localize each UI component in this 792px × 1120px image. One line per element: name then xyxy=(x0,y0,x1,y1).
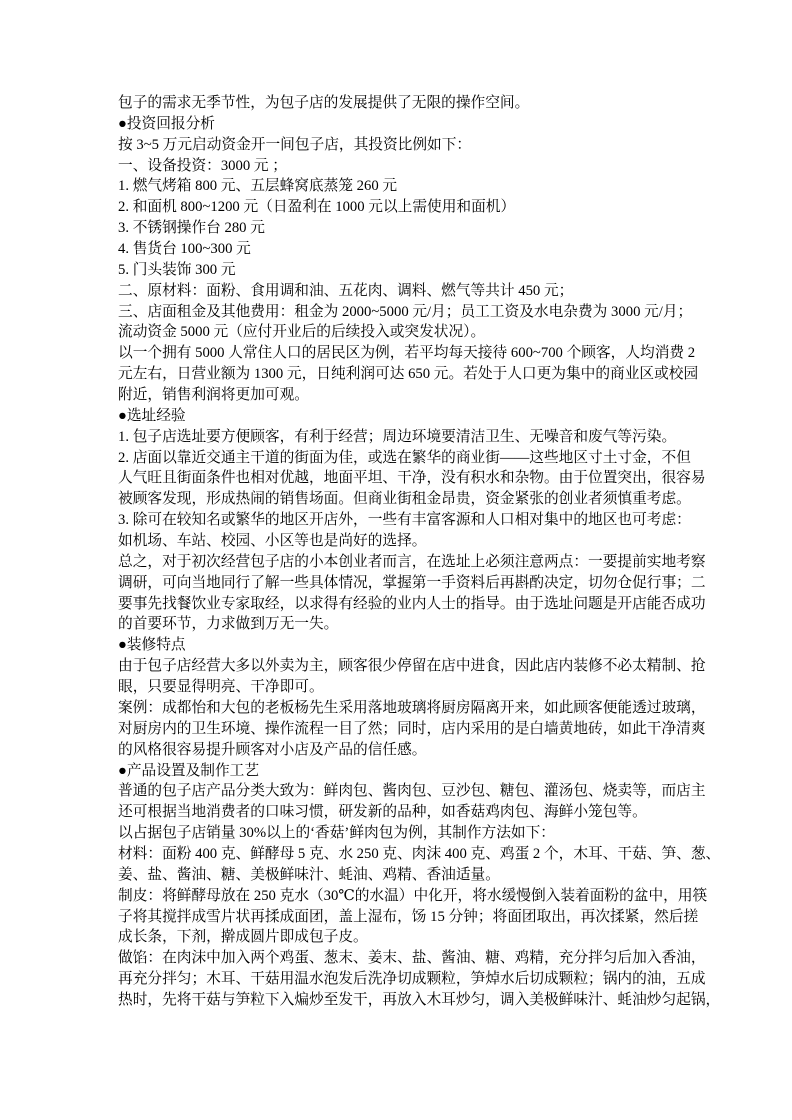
text-line: 由于包子店经营大多以外卖为主，顾客很少停留在店中进食，因此店内装修不必太精制、抢 xyxy=(118,658,706,675)
text-line: 5. 门头装饰 300 元 xyxy=(118,261,236,278)
text-line: 附近，销售利润将更加可观。 xyxy=(118,387,309,404)
text-line: 总之，对于初次经营包子店的小本创业者而言，在选址上必须注意两点：一要提前实地考察 xyxy=(118,553,706,570)
section-heading-line: ●选址经验 xyxy=(118,407,186,424)
text-line: 成长条，下剂，擀成圆片即成包子皮。 xyxy=(118,929,368,946)
text-line: 按 3~5 万元启动资金开一间包子店，其投资比例如下： xyxy=(118,136,472,153)
text-line: 还可根据当地消费者的口味习惯，研发新的品种，如香菇鸡肉包、海鲜小笼包等。 xyxy=(118,804,647,821)
text-line: 做馅：在肉沫中加入两个鸡蛋、葱末、姜末、盐、酱油、糖、鸡精，充分拌匀后加入香油， xyxy=(118,950,706,967)
text-line: 姜、盐、酱油、糖、美极鲜味汁、蚝油、鸡精、香油适量。 xyxy=(118,866,500,883)
text-line: 2. 店面以靠近交通主干道的街面为佳，或选在繁华的商业街——这些地区寸土寸金，不但 xyxy=(118,449,691,466)
text-line: 案例：成都怡和大包的老板杨先生采用落地玻璃将厨房隔离开来，如此顾客便能透过玻璃， xyxy=(118,699,706,716)
text-line: 以一个拥有 5000 人常住人口的居民区为例，若平均每天接待 600~700 个顾客，人均消费 2 xyxy=(118,345,696,362)
text-line: 调研，可向当地同行了解一些具体情况，掌握第一手资料后再斟酌决定，切勿仓促行事；二 xyxy=(118,574,706,591)
text-line: 流动资金 5000 元（应付开业后的后续投入或突发状况）。 xyxy=(118,324,486,341)
text-line: 以占据包子店销量 30%以上的‘香菇’鲜肉包为例，其制作方法如下： xyxy=(118,825,555,842)
section-heading-line: ●产品设置及制作工艺 xyxy=(118,762,260,779)
text-line: 1. 燃气烤箱 800 元、五层蜂窝底蒸笼 260 元 xyxy=(118,178,398,195)
section-heading-line: ●投资回报分析 xyxy=(118,115,215,132)
text-line: 如机场、车站、校园、小区等也是尚好的选择。 xyxy=(118,533,427,550)
text-line: 三、店面租金及其他费用：租金为 2000~5000 元/月；员工工资及水电杂费为 3000 元/月； xyxy=(118,303,693,320)
text-line: 普通的包子店产品分类大致为：鲜肉包、酱肉包、豆沙包、糖包、灌汤包、烧卖等，而店主 xyxy=(118,783,706,800)
text-line: 元左右，日营业额为 1300 元，日纯利润可达 650 元。若处于人口更为集中的商业区或校园 xyxy=(118,366,699,383)
document-text-block xyxy=(118,93,721,1011)
text-line: 包子的需求无季节性，为包子店的发展提供了无限的操作空间。 xyxy=(118,95,530,111)
text-line: 1. 包子店选址要方便顾客，有利于经营；周边环境要清洁卫生、无噪音和废气等污染。 xyxy=(118,428,677,445)
text-line: 热时，先将干菇与笋粒下入煸炒至发干，再放入木耳炒匀，调入美极鲜味汁、蚝油炒匀起锅， xyxy=(118,991,721,1008)
text-line: 再充分拌匀；木耳、干菇用温水泡发后洗净切成颗粒，笋焯水后切成颗粒；锅内的油，五成 xyxy=(118,971,706,988)
text-line: 一、设备投资：3000 元 ； xyxy=(118,157,287,174)
text-line: 二、原材料：面粉、食用调和油、五花肉、调料、燃气等共计 450 元； xyxy=(118,282,574,299)
section-heading-line: ●装修特点 xyxy=(118,637,186,654)
text-line: 要事先找餐饮业专家取经，以求得有经验的业内人士的指导。由于选址问题是开店能否成功 xyxy=(118,595,706,612)
text-line: 3. 不锈钢操作台 280 元 xyxy=(118,220,265,237)
text-line: 制皮：将鲜酵母放在 250 克水（30℃的水温）中化开，将水缓慢倒入装着面粉的盆中，用筷 xyxy=(118,887,708,904)
text-line: 子将其搅拌成雪片状再揉成面团，盖上湿布，饧 15 分钟；将面团取出，再次揉紧，然后搓 xyxy=(118,908,699,925)
text-line: 材料：面粉 400 克、鲜酵母 5 克、水 250 克、肉沫 400 克、鸡蛋 2 个，木耳、干菇、笋、葱、 xyxy=(118,845,721,862)
text-line: 被顾客发现，形成热闹的销售场面。但商业街租金昂贵，资金紧张的创业者须慎重考虑。 xyxy=(118,491,691,508)
text-line: 人气旺且街面条件也相对优越，地面平坦、干净，没有积水和杂物。由于位置突出，很容易 xyxy=(118,470,706,487)
text-line: 3. 除可在较知名或繁华的地区开店外，一些有丰富客源和人口相对集中的地区也可考虑： xyxy=(118,512,691,529)
text-line: 的风格很容易提升顾客对小店及产品的信任感。 xyxy=(118,741,427,758)
text-line: 对厨房内的卫生环境、操作流程一目了然；同时，店内采用的是白墙黄地砖，如此干净清爽 xyxy=(118,720,706,737)
text-line: 2. 和面机 800~1200 元（日盈利在 1000 元以上需使用和面机） xyxy=(118,199,516,216)
text-line: 眼，只要显得明亮、干净即可。 xyxy=(118,679,324,696)
text-line: 的首要环节，力求做到万无一失。 xyxy=(118,616,339,633)
text-line: 4. 售货台 100~300 元 xyxy=(118,241,251,258)
